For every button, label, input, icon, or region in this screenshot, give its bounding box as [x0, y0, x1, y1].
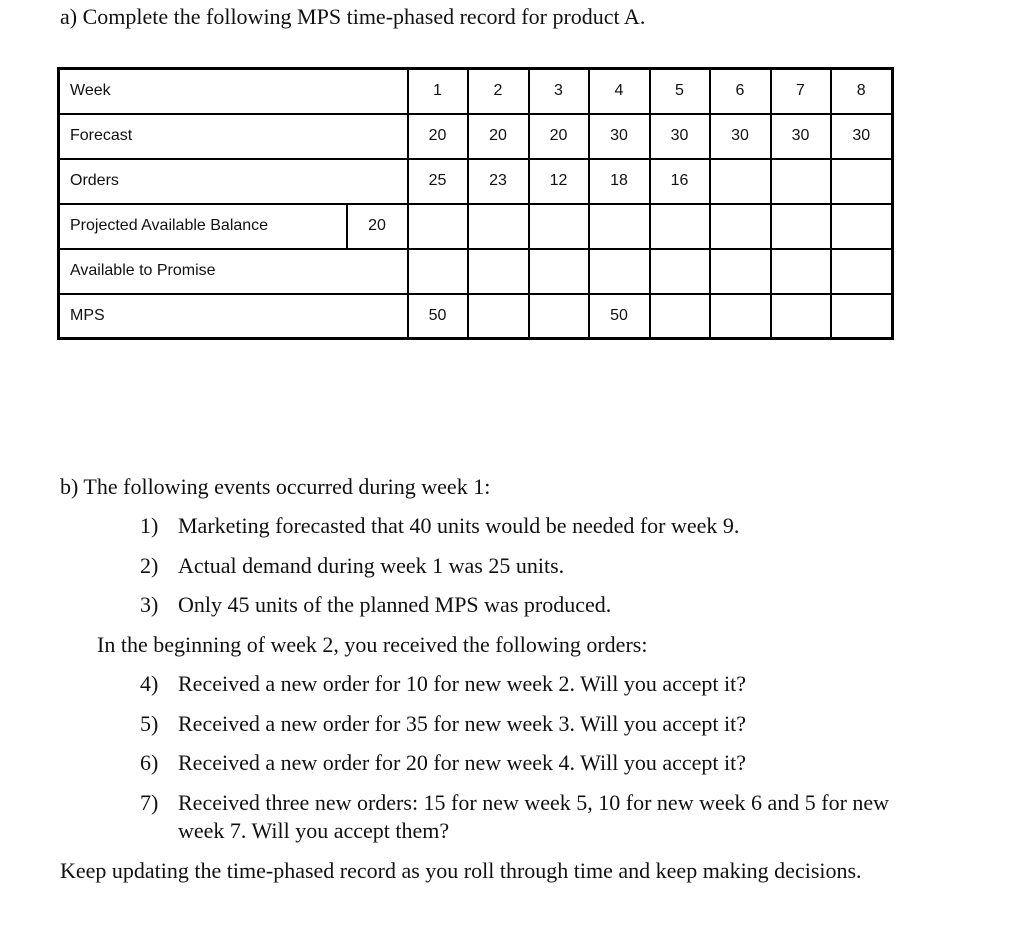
order-number: 7) — [140, 790, 159, 815]
table-cell — [710, 159, 771, 204]
order-text: Received a new order for 20 for new week 4. Will you accept it? — [178, 750, 747, 775]
week-number-cell: 4 — [589, 69, 650, 114]
week-number-cell: 3 — [529, 69, 589, 114]
table-cell — [771, 294, 831, 339]
table-cell — [831, 294, 893, 339]
table-row — [59, 114, 893, 159]
table-cell — [589, 249, 650, 294]
week-number-cell: 1 — [408, 69, 468, 114]
row-label: MPS — [59, 294, 408, 339]
event-text: Actual demand during week 1 was 25 units. — [178, 553, 565, 578]
table-cell — [468, 294, 529, 339]
table-cell: 12 — [529, 159, 589, 204]
event-number: 3) — [140, 592, 159, 617]
table-cell: 23 — [468, 159, 529, 204]
order-number: 5) — [140, 711, 159, 736]
week2-intro: In the beginning of week 2, you received the following orders: — [97, 632, 648, 657]
table-cell: 30 — [710, 114, 771, 159]
table-cell: 30 — [650, 114, 710, 159]
order-text: Received a new order for 35 for new week 3. Will you accept it? — [178, 711, 747, 736]
order-text: Received three new orders: 15 for new week 5, 10 for new week 6 and 5 for new — [178, 790, 890, 815]
table-cell: 18 — [589, 159, 650, 204]
row-label: Forecast — [59, 114, 408, 159]
table-cell — [529, 249, 589, 294]
table-cell: 30 — [831, 114, 893, 159]
table-cell — [408, 249, 468, 294]
table-cell — [771, 204, 831, 249]
table-row — [59, 249, 893, 294]
table-cell — [650, 249, 710, 294]
table-row — [59, 159, 893, 204]
table-cell: 30 — [771, 114, 831, 159]
event-text: Marketing forecasted that 40 units would be needed for week 9. — [178, 513, 740, 538]
table-cell — [408, 204, 468, 249]
week-number-cell: 5 — [650, 69, 710, 114]
table-cell — [831, 204, 893, 249]
table-cell — [650, 294, 710, 339]
table-cell: 20 — [408, 114, 468, 159]
table-cell — [529, 294, 589, 339]
table-cell: 16 — [650, 159, 710, 204]
mps-record-table — [57, 67, 894, 340]
week-label: Week — [59, 69, 408, 114]
event-number: 1) — [140, 513, 159, 538]
table-cell — [468, 204, 529, 249]
table-cell: 25 — [408, 159, 468, 204]
table-cell: 30 — [589, 114, 650, 159]
table-cell — [468, 249, 529, 294]
table-cell — [710, 204, 771, 249]
table-cell: 50 — [589, 294, 650, 339]
week-number-cell: 7 — [771, 69, 831, 114]
table-cell — [771, 249, 831, 294]
closing-note: Keep updating the time-phased record as you roll through time and keep making decisions. — [60, 858, 862, 883]
order-number: 4) — [140, 671, 159, 696]
table-cell — [831, 159, 893, 204]
part-b-intro: b) The following events occurred during week 1: — [60, 474, 491, 499]
week-number-cell: 8 — [831, 69, 893, 114]
row-label: Orders — [59, 159, 408, 204]
table-row — [59, 204, 893, 249]
row-label: Projected Available Balance — [59, 204, 347, 249]
week-number-cell: 6 — [710, 69, 771, 114]
table-cell — [650, 204, 710, 249]
table-cell — [710, 249, 771, 294]
row-label: Available to Promise — [59, 249, 408, 294]
table-cell — [710, 294, 771, 339]
table-cell: 20 — [468, 114, 529, 159]
order-text: Received a new order for 10 for new week 2. Will you accept it? — [178, 671, 747, 696]
table-row — [59, 294, 893, 339]
order-number: 6) — [140, 750, 159, 775]
table-cell — [831, 249, 893, 294]
event-number: 2) — [140, 553, 159, 578]
table-cell — [771, 159, 831, 204]
week-header-row — [59, 69, 893, 114]
table-cell — [589, 204, 650, 249]
table-cell: 20 — [529, 114, 589, 159]
initial-balance-cell: 20 — [347, 204, 408, 249]
event-text: Only 45 units of the planned MPS was produced. — [178, 592, 612, 617]
order-text-continuation: week 7. Will you accept them? — [178, 818, 450, 843]
week-number-cell: 2 — [468, 69, 529, 114]
table-cell: 50 — [408, 294, 468, 339]
table-cell — [529, 204, 589, 249]
part-a-heading: a) Complete the following MPS time-phased record for product A. — [60, 4, 646, 29]
